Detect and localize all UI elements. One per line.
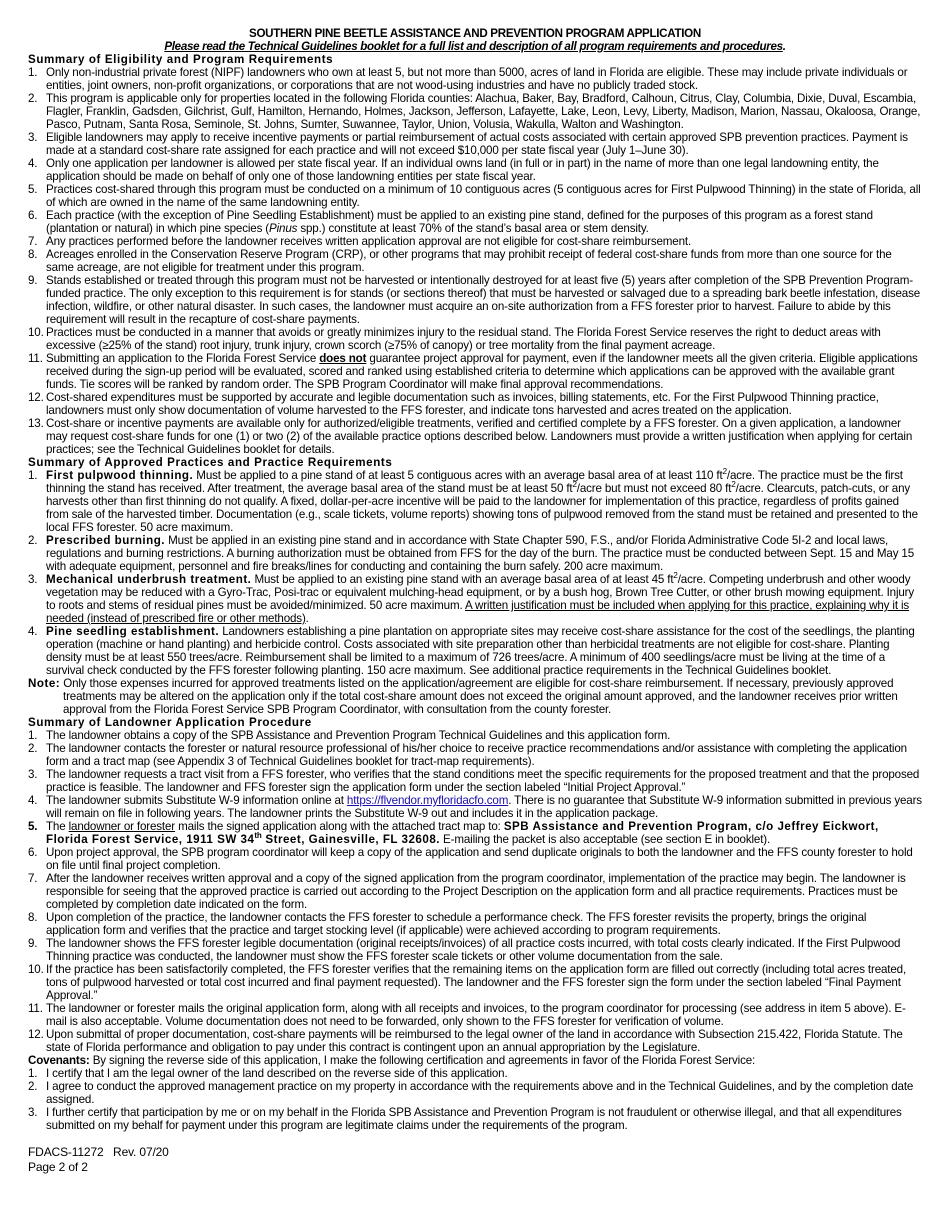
item-text <box>46 937 922 963</box>
list-item <box>28 274 922 326</box>
item-number: 12. <box>28 391 44 404</box>
list-item <box>28 573 922 625</box>
list-item <box>28 625 922 677</box>
item-text <box>46 391 922 417</box>
item-number: 2. <box>28 742 38 755</box>
list-item <box>28 391 922 417</box>
text-segment: If the practice has been satisfactorily completed, the FFS forester verifies that the remaining items on the application form are filled out correctly (including total acres treated, tons of pulpwood harvested or total cost incurred and final payment requested). The landowner and the FFS forester sign the form under the section labeled “Final Payment Approval.” <box>46 963 907 1002</box>
covenants-intro-text: By signing the reverse side of this application, I make the following certification and agreements in favor of the Florida Forest Service: <box>89 1054 756 1067</box>
page-number: Page 2 of 2 <box>28 1160 88 1174</box>
item-number: 7. <box>28 872 38 885</box>
item-number: 3. <box>28 131 38 144</box>
text-segment: The landowner submits Substitute W-9 information online at <box>46 794 347 807</box>
list-item <box>28 768 922 794</box>
text-segment: Street, Gainesville, FL 32608. <box>261 833 440 846</box>
text-segment: Acreages enrolled in the Conservation Reserve Program (CRP), or other programs that may prohibit receipt of federal cost-share funds from more than one source for the same acreage, are not eligible for treatment under this program. <box>46 248 892 274</box>
text-segment: Submitting an application to the Florida Forest Service <box>46 352 320 365</box>
text-segment: Stands established or treated through this program must not be harvested or intentionally destroyed for at least five (5) years after completion of the SPB Prevention Program-funded practice. The only exception to this requirement is for stands (or sections thereof) that must be harvested or salvaged due to a spreading bark beetle infestation, disease infection, wildfire, or other natural disaster. In such cases, the landowner must acquire an on-site authorization from a FFS forester prior to harvest. Failure to abide by this requirement will result in the recapture of cost-share payments. <box>46 274 921 326</box>
text-segment: The landowner shows the FFS forester legible documentation (original receipts/invoices) of all practice costs incurred, with total costs clearly indicated. If the First Pulpwood Thinning practice was conducted, the landowner must show the FFS forester scale tickets or other volume documentation from the sale. <box>46 937 901 963</box>
item-text <box>46 1002 922 1028</box>
list-item <box>28 417 922 456</box>
item-number: 4. <box>28 157 38 170</box>
text-segment: 2 <box>731 480 736 490</box>
list-item <box>28 1002 922 1028</box>
item-text <box>46 963 922 1002</box>
item-text <box>46 625 922 677</box>
text-segment: Practices cost-shared through this program must be conducted on a minimum of 10 contiguous acres (5 contiguous acres for First Pulpwood Thinning) in the state of Florida, all of which are owned in the name of the same landowning entity. <box>46 183 921 209</box>
text-segment: I certify that I am the legal owner of the land described on the reverse side of this application. <box>46 1067 508 1080</box>
item-number: 1. <box>28 1067 38 1080</box>
section-heading: Summary of Eligibility and Program Requirements <box>28 53 334 66</box>
subtitle-period: . <box>782 40 786 53</box>
item-text <box>46 274 922 326</box>
document-subtitle <box>28 40 922 53</box>
list-item <box>28 872 922 911</box>
text-segment: SPB Assistance and Prevention Program, c/o Jeffrey Eickwort, Florida Forest Service, 1911 SW 34 <box>46 820 879 846</box>
text-segment: th <box>254 831 262 841</box>
note-text: Only those expenses incurred for approved treatments listed on the application/agreement are eligible for cost-share reimbursement. If necessary, previously approved treatments may be altered on the application only if the total cost-share amount does not exceed the original amount approved, and the landowner receives prior written approval from the Florida Forest Service SPB Program Coordinator, with consultation from the county forester. <box>63 677 898 716</box>
text-segment: mails the signed application along with the attached tract map to: <box>175 820 504 833</box>
text-segment: The <box>46 820 69 833</box>
item-text <box>46 417 922 456</box>
section-practices <box>28 456 922 716</box>
item-text <box>46 326 922 352</box>
item-text <box>46 248 922 274</box>
item-text <box>46 846 922 872</box>
text-segment: Cost-share or incentive payments are available only for authorized/eligible treatments, verified and certified complete by a FFS forester. On a given application, a landowner may request cost-share funds for one (1) or two (2) of the available practice options described below. Landowners must provide a written justification when applying for certain practices; see the Technical Guidelines booklet for details. <box>46 417 913 456</box>
item-text <box>46 352 922 391</box>
text-segment: Upon submittal of proper documentation, cost-share payments will be reimbursed to the legal owner of the land in accordance with Subsection 215.422, Florida Statute. The state of Florida performance and obligation to pay under this contract is contingent upon an annual appropriation by the Legislature. <box>46 1028 903 1054</box>
text-segment: Must be applied to an existing pine stand with an average basal area of at least 45 ft <box>251 573 674 586</box>
text-segment: Upon project approval, the SPB program coordinator will keep a copy of the application and send duplicate originals to both the landowner and the FFS county forester to hold on file until final project completion. <box>46 846 913 872</box>
item-text <box>46 911 922 937</box>
item-number: 10. <box>28 326 44 339</box>
item-text <box>46 1067 922 1080</box>
text-segment: The landowner requests a tract visit from a FFS forester, who verifies that the stand conditions meet the specific requirements for the proposed treatment and that the proposed practice is feasible. The landowner and FFS forester sign the application form under the section labeled “Initial Project Approval.” <box>46 768 920 794</box>
subtitle-text: Please read the Technical Guidelines booklet for a full list and description of all program requirements and procedures <box>164 40 783 53</box>
text-segment: I agree to conduct the approved management practice on my property in accordance with the requirements above and in the Technical Guidelines, and by the completion date assigned. <box>46 1080 914 1106</box>
text-segment: Landowners establishing a pine plantation on appropriate sites may receive cost-share assistance for the cost of the seedlings, the planting operation (machine or hand planting) and herbicide control. Costs associated with site preparation other than herbicidal treatments are not eligible for cost-share. Planting density must be at least 550 trees/acre. Reimbursement shall be limited to a maximum of 726 trees/acre. A minimum of 400 seedlings/acre must be living at the time of a survival check conducted by the FFS forester following planting. 150 acre maximum. See additional practice requirements in the Technical Guidelines booklet. <box>46 625 915 677</box>
section-heading: Summary of Approved Practices and Practice Requirements <box>28 456 393 469</box>
item-number: 3. <box>28 573 38 586</box>
text-segment: The landowner obtains a copy of the SPB Assistance and Prevention Program Technical Guidelines and this application form. <box>46 729 671 742</box>
text-segment: Any practices performed before the landowner receives written application approval are not eligible for cost-share reimbursement. <box>46 235 692 248</box>
item-text <box>46 573 922 625</box>
text-segment: landowner or forester <box>68 820 176 833</box>
list-item <box>28 1028 922 1054</box>
section-eligibility <box>28 53 922 456</box>
document-title: SOUTHERN PINE BEETLE ASSISTANCE AND PREVENTION PROGRAM APPLICATION <box>249 27 701 40</box>
item-text <box>46 794 922 820</box>
item-text <box>46 872 922 911</box>
text-segment: This program is applicable only for properties located in the following Florida counties: Alachua, Baker, Bay, Bradford, Calhoun, Citrus, Clay, Columbia, Dixie, Duval, Escambia, Flagler, Franklin, Gadsden, Gilchrist, Gulf, Hamilton, Hernando, Holmes, Jackson, Jefferson, Lafayette, Lake, Leon, Levy, Liberty, Madison, Marion, Nassau, Okaloosa, Orange, Pasco, Putnam, Santa Rosa, Seminole, St. Johns, Sumter, Suwannee, Taylor, Union, Volusia, Wakulla, Walton and Washington. <box>46 92 921 131</box>
list-item <box>28 846 922 872</box>
text-segment: The landowner contacts the forester or natural resource professional of his/her choice to receive practice recommendations and/or assistance with completing the application form and a tract map (see Appendix 3 of Technical Guidelines booklet for tract-map requirements). <box>46 742 907 768</box>
list-item <box>28 92 922 131</box>
list-item <box>28 729 922 742</box>
item-number: 5. <box>28 820 38 833</box>
list-item <box>28 534 922 573</box>
text-segment: guarantee project approval for payment, even if the landowner meets all the given criteria. Eligible applications received during the sign-up period will be evaluated, scored and ranked using established criteria to determine which applications can be approved with the available grant funds. Tie scores will be ranked by random order. The SPB Program Coordinator will make final approval recommendations. <box>46 352 918 391</box>
list-item <box>28 326 922 352</box>
list-item <box>28 911 922 937</box>
item-text <box>46 820 922 846</box>
text-segment: First pulpwood thinning. <box>46 469 194 482</box>
section-covenants <box>28 1054 922 1132</box>
item-number: 1. <box>28 729 38 742</box>
footer <box>28 1145 922 1175</box>
item-number: 9. <box>28 274 38 287</box>
text-segment: does not <box>319 352 367 365</box>
list-item <box>28 66 922 92</box>
item-number: 10. <box>28 963 44 976</box>
item-text <box>46 469 922 534</box>
item-text <box>46 157 922 183</box>
procedure-list <box>28 729 922 1054</box>
item-number: 3. <box>28 1106 38 1119</box>
item-number: 11. <box>28 352 43 365</box>
text-segment: I further certify that participation by me or on my behalf in the Florida SPB Assistance and Prevention Program is not fraudulent or otherwise illegal, and that all expenditures submitted on my behalf for payment under this program are legitimate claims under the requirements of the program. <box>46 1106 902 1132</box>
item-number: 9. <box>28 937 38 950</box>
item-text <box>46 235 922 248</box>
list-item <box>28 1067 922 1080</box>
text-segment: 2 <box>673 571 678 581</box>
list-item <box>28 1080 922 1106</box>
item-number: 8. <box>28 911 38 924</box>
practices-list <box>28 469 922 677</box>
list-item <box>28 742 922 768</box>
item-number: 5. <box>28 183 38 196</box>
text-segment: Only non-industrial private forest (NIPF) landowners who own at least 5, but not more than 5000, acres of land in Florida are eligible. These may include private individuals or entities, joint owners, non-profit organizations, or corporations that are not wood-using industries and have no publicly traded stock. <box>46 66 908 92</box>
text-segment: The landowner or forester mails the original application form, along with all receipts and invoices, to the program coordinator for processing (see address in item 5 above). E-mail is also acceptable. Volume documentation does not need to be forwarded, only shown to the FFS forester for verification of volume. <box>46 1002 906 1028</box>
text-segment: A written justification must be included when applying for this practice, explaining why it is needed (instead of prescribed fire or other methods) <box>46 599 910 625</box>
item-text <box>46 183 922 209</box>
text-segment: 2 <box>722 467 727 477</box>
note <box>28 677 922 716</box>
item-text <box>46 768 922 794</box>
text-segment: Eligible landowners may apply to receive incentive payments or partial reimbursement of actual costs associated with certain approved SPB prevention practices. Payment is made at a standard cost-share rate assigned for each practice and will not exceed $10,000 per state fiscal year (July 1–June 30). <box>46 131 908 157</box>
text-segment: Only one application per landowner is allowed per state fiscal year. If an individual owns land (in full or in part) in the name of more than one legal landowning entity, the application should be made on behalf of only one of those landowning entities per state fiscal year. <box>46 157 879 183</box>
item-text <box>46 92 922 131</box>
vendor-link[interactable]: https://flvendor.myfloridacfo.com <box>346 794 509 807</box>
list-item <box>28 937 922 963</box>
item-number: 6. <box>28 209 38 222</box>
item-text <box>46 131 922 157</box>
list-item <box>28 794 922 820</box>
item-text <box>46 729 922 742</box>
item-number: 6. <box>28 846 38 859</box>
item-text <box>46 1106 922 1132</box>
item-number: 2. <box>28 1080 38 1093</box>
list-item <box>28 352 922 391</box>
form-id: FDACS-11272 Rev. 07/20 <box>28 1145 169 1159</box>
item-number: 2. <box>28 92 38 105</box>
text-segment: /acre. Clearcuts, patch-cuts, or any harvests other than first thinning do not qualify. A fixed, dollar-per-acre incentive will be paid to the landowner for implementation of this practice, regardless of profits gained from sale of the harvested timber. Documentation (e.g., scale tickets, volume reports) showing tons of pulpwood removed from the stand must be retained and presented to the local FFS forester. 50 acre maximum. <box>46 482 918 534</box>
item-number: 3. <box>28 768 38 781</box>
item-number: 7. <box>28 235 38 248</box>
list-item <box>28 157 922 183</box>
text-segment: Must be applied to a pine stand of at least 5 contiguous acres with an average basal area of at least 110 ft <box>193 469 723 482</box>
item-text <box>46 66 922 92</box>
text-segment: . There is no guarantee that Substitute W-9 information submitted in previous years will remain on file in following years. The landowner prints the Substitute W-9 out and includes it in the application package. <box>46 794 922 820</box>
text-segment: spp.) constitute at least 70% of the stand’s basal area or stem density. <box>297 222 649 235</box>
text-segment: /acre. The practice must be the first thinning the stand has received. After treatment, the average basal area of the stand must be at least 50 ft <box>46 469 903 495</box>
list-item <box>28 209 922 235</box>
text-segment: Must be applied in an existing pine stand and in accordance with State Chapter 590, F.S., and/or Florida Administrative Code 5I-2 and local laws, regulations and burning restrictions. A burning authorization must be obtained from FFS for the day of the burn. The practice must be conducted between Sept. 15 and May 15 with adequate equipment, personnel and fire breaks/lines for conducting and containing the burn safely. 200 acre maximum. <box>46 534 915 573</box>
item-number: 4. <box>28 794 38 807</box>
section-procedure <box>28 716 922 1054</box>
list-item <box>28 248 922 274</box>
text-segment: Pine seedling establishment. <box>46 625 220 638</box>
text-segment: /acre. Competing underbrush and other woody vegetation may be reduced with a Gyro-Trac, Posi-trac or equivalent mulching-head equipment, or by a bush hog, Brown Tree Cutter, or other brush mowing equipment. Injury to roots and stems of residual pines must be avoided/minimized. 50 acre maximum. <box>46 573 915 612</box>
text-segment: Each practice (with the exception of Pine Seedling Establishment) must be applied to an existing pine stand, defined for the purposes of this program as a forest stand (plantation or natural) in which pine species ( <box>46 209 873 235</box>
text-segment: E-mailing the packet is also acceptable (see section E in booklet). <box>439 833 771 846</box>
item-text <box>46 1080 922 1106</box>
list-item <box>28 469 922 534</box>
list-item <box>28 235 922 248</box>
item-text <box>46 1028 922 1054</box>
covenants-list <box>28 1067 922 1132</box>
text-segment: 2 <box>572 480 577 490</box>
item-text <box>46 534 922 573</box>
list-item <box>28 963 922 1002</box>
text-segment: After the landowner receives written approval and a copy of the signed application from the program coordinator, implementation of the practice may begin. The landowner is responsible for seeing that the approved practice is carried out according to the Project Description on the application form and all practice requirements. Practices must be completed by completion date indicated on the form. <box>46 872 906 911</box>
list-item <box>28 131 922 157</box>
item-number: 12. <box>28 1028 44 1041</box>
text-segment: Cost-shared expenditures must be supported by accurate and legible documentation such as invoices, billing statements, etc. For the First Pulpwood Thinning practice, landowners must only show documentation of volume harvested to the FFS forester, and indicate tons harvested and acres treated on the application. <box>46 391 879 417</box>
covenants-intro <box>28 1054 922 1067</box>
text-segment: Practices must be conducted in a manner that avoids or greatly minimizes injury to the residual stand. The Florida Forest Service reserves the right to deduct areas with excessive (≥25% of the stand) root injury, trunk injury, crown scorch (≥75% of canopy) or tree mortality from the final payment acreage. <box>46 326 881 352</box>
item-number: 2. <box>28 534 38 547</box>
item-number: 1. <box>28 469 38 482</box>
text-segment: Prescribed burning. <box>46 534 166 547</box>
item-number: 4. <box>28 625 38 638</box>
eligibility-list <box>28 66 922 456</box>
item-text <box>46 742 922 768</box>
item-number: 13. <box>28 417 44 430</box>
list-item <box>28 183 922 209</box>
text-segment: Mechanical underbrush treatment. <box>46 573 252 586</box>
note-label: Note: <box>28 677 61 690</box>
item-number: 1. <box>28 66 38 79</box>
text-segment: Pinus <box>269 222 298 235</box>
text-segment: . <box>305 612 309 625</box>
text-segment: Upon completion of the practice, the landowner contacts the FFS forester to schedule a performance check. The FFS forester revisits the property, brings the original application form and verifies that the practice and target stocking level (if applicable) were achieved according to program requirements. <box>46 911 867 937</box>
item-number: 8. <box>28 248 38 261</box>
list-item <box>28 820 922 846</box>
covenants-label: Covenants: <box>28 1054 90 1067</box>
text-segment: /acre but must not exceed 80 ft <box>576 482 732 495</box>
item-number: 11. <box>28 1002 43 1015</box>
section-heading: Summary of Landowner Application Procedure <box>28 716 312 729</box>
item-text <box>46 209 922 235</box>
list-item <box>28 1106 922 1132</box>
